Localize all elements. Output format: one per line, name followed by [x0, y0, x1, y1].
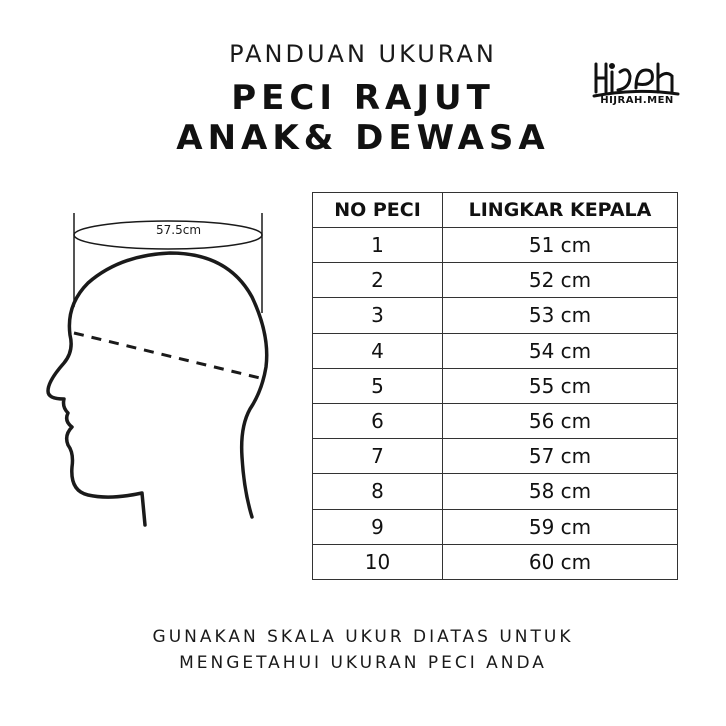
size-number: 3	[313, 298, 443, 333]
head-circumference: 54 cm	[443, 333, 678, 368]
size-number: 9	[313, 509, 443, 544]
header-lingkar-kepala: LINGKAR KEPALA	[443, 193, 678, 228]
product-title-line-1: PECI RAJUT	[231, 78, 495, 118]
product-title-line-2: ANAK& DEWASA	[176, 118, 550, 158]
table-row	[313, 509, 678, 544]
head-circumference: 59 cm	[443, 509, 678, 544]
head-circumference: 52 cm	[443, 263, 678, 298]
head-profile-icon	[30, 195, 290, 535]
size-number: 6	[313, 403, 443, 438]
head-circumference: 53 cm	[443, 298, 678, 333]
table-row	[313, 298, 678, 333]
instruction-line-1: GUNAKAN SKALA UKUR DIATAS UNTUK	[152, 627, 574, 647]
header-no-peci: NO PECI	[313, 193, 443, 228]
head-circumference: 55 cm	[443, 368, 678, 403]
size-table	[312, 192, 678, 580]
table-row	[313, 368, 678, 403]
table-header-row	[313, 193, 678, 228]
size-number: 8	[313, 474, 443, 509]
logo-text: HIJRAH.MEN	[600, 95, 674, 106]
head-circumference: 57 cm	[443, 439, 678, 474]
instruction-line-2: MENGETAHUI UKURAN PECI ANDA	[179, 653, 547, 673]
size-number: 1	[313, 228, 443, 263]
size-number: 2	[313, 263, 443, 298]
table-row	[313, 439, 678, 474]
size-number: 5	[313, 368, 443, 403]
table-row	[313, 263, 678, 298]
table-row	[313, 228, 678, 263]
circumference-label: 57.5cm	[156, 223, 202, 237]
head-circumference: 51 cm	[443, 228, 678, 263]
table-row	[313, 403, 678, 438]
table-row	[313, 544, 678, 579]
table-row	[313, 474, 678, 509]
head-circumference: 60 cm	[443, 544, 678, 579]
size-number: 4	[313, 333, 443, 368]
head-circumference: 58 cm	[443, 474, 678, 509]
size-number: 7	[313, 439, 443, 474]
head-circumference: 56 cm	[443, 403, 678, 438]
table-row	[313, 333, 678, 368]
guide-subtitle: PANDUAN UKURAN	[229, 40, 497, 68]
size-number: 10	[313, 544, 443, 579]
